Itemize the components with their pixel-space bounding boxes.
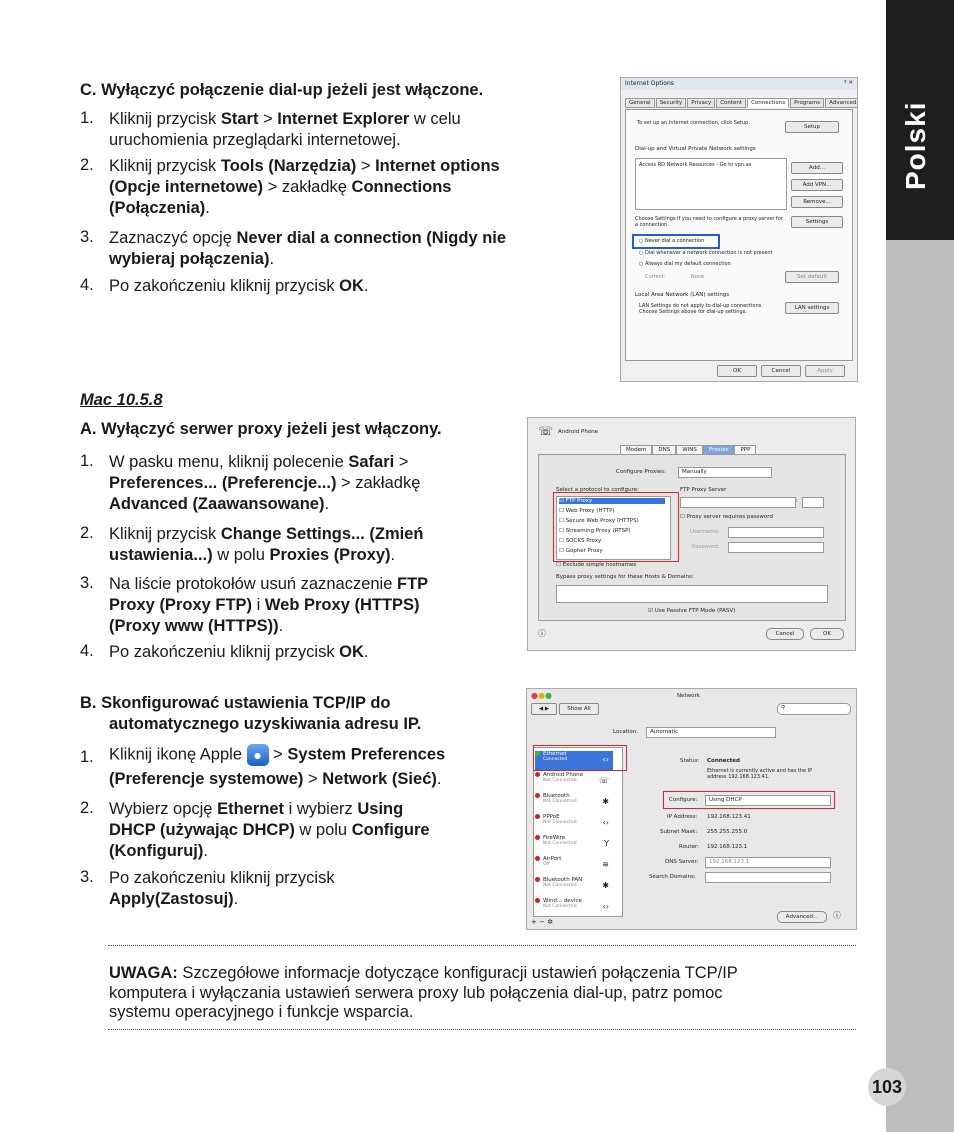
mac-heading: Mac 10.5.8 [80, 391, 163, 409]
set-default-button[interactable]: Set default [785, 271, 839, 283]
status-dot-icon [535, 856, 540, 861]
add-remove-icons[interactable]: + − ✲ [531, 918, 554, 926]
network-service-item[interactable] [535, 772, 613, 792]
network-service-item[interactable] [535, 835, 613, 855]
network-service-status: Not Connected [543, 799, 577, 804]
show-all-button[interactable]: Show All [559, 703, 599, 715]
status-dot-icon [535, 898, 540, 903]
tab-proxies[interactable]: Proxies [703, 445, 735, 455]
tab-content[interactable]: Content [716, 98, 746, 108]
search-input[interactable] [777, 703, 851, 715]
step-a3-line3: (Proxy www (HTTPS)). [109, 617, 284, 635]
setup-button[interactable]: Setup [785, 121, 839, 133]
network-service-name: Android Phone [543, 772, 584, 778]
step-b3-line2: Apply(Zastosuj). [109, 890, 239, 908]
settings-button[interactable]: Settings [791, 216, 843, 228]
step-b1-line2: (Preferencje systemowe) > Network (Sieć). [109, 770, 442, 788]
protocol-secure-web[interactable]: ☐ Secure Web Proxy (HTTPS) [559, 518, 639, 524]
step-num: 2. [80, 524, 94, 542]
apple-icon: ● [247, 744, 269, 766]
help-icon[interactable]: ⓘ [833, 911, 841, 920]
ok-button[interactable]: OK [717, 365, 757, 377]
step-c1-line2: uruchomienia przeglądarki internetowej. [109, 131, 401, 149]
network-service-item[interactable] [535, 793, 613, 813]
step-num: 3. [80, 868, 94, 886]
password-input[interactable] [728, 542, 824, 553]
network-service-icon: Y [604, 839, 609, 848]
status-dot-icon [535, 835, 540, 840]
ie-internet-options-screenshot [620, 77, 858, 382]
lan-label: Local Area Network (LAN) settings [635, 292, 730, 298]
cancel-button[interactable]: Cancel [766, 628, 804, 640]
network-service-icon: ‹› [602, 755, 609, 764]
step-a4-line1: Po zakończeniu kliknij przycisk OK. [109, 643, 369, 661]
mac-proxies-screenshot [527, 417, 856, 651]
lan-text: LAN Settings do not apply to dial-up connections. Choose Settings above for dial-up settings. [639, 303, 763, 315]
ftp-proxy-server-label: FTP Proxy Server [680, 487, 727, 493]
section-a-title: A. Wyłączyć serwer proxy jeżeli jest włączony. [80, 420, 442, 438]
dns-value: 192.168.123.1 [709, 859, 750, 865]
step-num: 1. [80, 748, 94, 766]
page-number: 103 [868, 1068, 906, 1106]
network-service-item[interactable] [535, 856, 613, 876]
language-label: Polski [900, 101, 931, 190]
location-label: Location: [613, 729, 639, 735]
step-c3-line1: Zaznaczyć opcję Never dial a connection (Nigdy nie [109, 229, 507, 247]
cancel-button[interactable]: Cancel [761, 365, 801, 377]
highlight-ethernet [533, 745, 627, 771]
router-label: Router: [679, 844, 699, 850]
select-protocol-label: Select a protocol to configure: [556, 487, 639, 493]
network-service-status: Not Connected [543, 841, 577, 846]
tab-privacy[interactable]: Privacy [687, 98, 715, 108]
status-value: Connected [707, 758, 740, 764]
always-dial-option[interactable]: ○ Always dial my default connection [639, 261, 731, 267]
network-service-name: Bluetooth PAN [543, 877, 583, 883]
help-close-icon[interactable]: ? ✕ [843, 80, 853, 86]
step-a1-line1: W pasku menu, kliknij polecenie Safari > [109, 453, 409, 471]
step-num: 1. [80, 109, 94, 127]
location-value: Automatic [650, 729, 679, 735]
network-service-status: Not Connected [543, 883, 577, 888]
step-num: 4. [80, 642, 94, 660]
network-service-name: Wind... device [543, 898, 582, 904]
configure-proxies-value: Manually [682, 469, 707, 475]
network-service-status: Not Connected [543, 820, 577, 825]
bypass-input[interactable] [556, 585, 828, 603]
current-value: None [691, 274, 705, 280]
step-b2-line2: DHCP (używając DHCP) w polu Configure [109, 821, 430, 839]
status-label: Status: [680, 758, 700, 764]
lan-settings-button[interactable]: LAN settings [785, 302, 839, 314]
step-b1-line1: Kliknij ikonę Apple ● > System Preferences [109, 744, 445, 766]
network-service-item[interactable] [535, 877, 613, 897]
window-controls-icon[interactable]: ●●● [531, 691, 552, 700]
section-b-title-1: B. Skonfigurować ustawienia TCP/IP do [80, 694, 391, 712]
vpn-label: Dial-up and Virtual Private Network settings [635, 146, 756, 152]
step-a3-line2: Proxy (Proxy FTP) i Web Proxy (HTTPS) [109, 596, 420, 614]
configure-label: Configure: [669, 797, 698, 803]
requires-password-checkbox[interactable]: ☐ Proxy server requires password [680, 514, 773, 520]
step-a2-line1: Kliknij przycisk Change Settings... (Zmień [109, 525, 424, 543]
protocol-socks[interactable]: ☐ SOCKS Proxy [559, 538, 602, 544]
ip-label: IP Address: [667, 814, 698, 820]
step-c2-line2: (Opcje internetowe) > zakładkę Connections [109, 178, 452, 196]
ftp-server-input[interactable] [680, 497, 796, 508]
tab-dns[interactable]: DNS [652, 445, 676, 455]
status-dot-icon [535, 772, 540, 777]
colon-label: : [796, 498, 798, 504]
network-service-status: Not Connected [543, 778, 577, 783]
note-line3: systemu operacyjnego i funkcje wsparcia. [109, 1003, 414, 1021]
section-c-title: C. Wyłączyć połączenie dial-up jeżeli jest włączone. [80, 81, 484, 99]
status-description: Ethernet is currently active and has the IP address 192.168.123.41. [707, 768, 813, 780]
mac-network-screenshot [526, 688, 857, 930]
help-icon[interactable]: ⓘ [538, 629, 546, 638]
username-label: Username: [690, 529, 720, 535]
advanced-button[interactable]: Advanced... [777, 911, 827, 923]
network-service-icon: ☏ [598, 776, 609, 785]
step-num: 3. [80, 228, 94, 246]
step-b2-line1: Wybierz opcję Ethernet i wybierz Using [109, 800, 404, 818]
step-c1-line1: Kliknij przycisk Start > Internet Explorer w celu [109, 110, 461, 128]
ie-tabs [625, 98, 858, 108]
phone-icon: ☏ [538, 424, 554, 438]
search-icon: ⚲ [781, 705, 786, 711]
router-value: 192.168.123.1 [707, 844, 748, 850]
protocol-web-http[interactable]: ☐ Web Proxy (HTTP) [559, 508, 615, 514]
remove-button[interactable]: Remove... [791, 196, 843, 208]
tab-general[interactable]: General [625, 98, 655, 108]
network-service-name: Bluetooth [543, 793, 570, 799]
network-service-name: AirPort [543, 856, 562, 862]
password-label: Password: [692, 544, 720, 550]
step-num: 2. [80, 156, 94, 174]
protocol-gopher[interactable]: ☐ Gopher Proxy [559, 548, 603, 554]
network-service-item[interactable] [535, 814, 613, 834]
search-domains-input[interactable] [705, 872, 831, 883]
apply-button[interactable]: Apply [805, 365, 845, 377]
location-select[interactable] [646, 727, 776, 738]
step-c4-line1: Po zakończeniu kliknij przycisk OK. [109, 277, 369, 295]
tab-ppp[interactable]: PPP [734, 445, 756, 455]
dns-label: DNS Server: [665, 859, 699, 865]
step-num: 3. [80, 574, 94, 592]
configure-proxies-select[interactable] [678, 467, 772, 478]
network-service-item[interactable] [535, 898, 613, 918]
tab-wins[interactable]: WINS [676, 445, 703, 455]
configure-value: Using DHCP [709, 797, 742, 803]
network-service-icon: ‹› [602, 902, 609, 911]
search-domains-label: Search Domains: [649, 874, 696, 880]
ip-value: 192.168.123.41 [707, 814, 751, 820]
ftp-port-input[interactable] [802, 497, 824, 508]
step-num: 4. [80, 276, 94, 294]
dns-input[interactable] [705, 857, 831, 868]
tab-programs[interactable]: Programs [790, 98, 824, 108]
divider [108, 1029, 856, 1030]
note-line1: UWAGA: Szczegółowe informacje dotyczące konfiguracji ustawień połączenia TCP/IP [109, 964, 738, 982]
step-a2-line2: ustawienia...) w polu Proxies (Proxy). [109, 546, 396, 564]
ie-window-title: Internet Options [621, 78, 857, 90]
status-dot-icon [535, 877, 540, 882]
network-service-name: FireWire [543, 835, 566, 841]
vpn-item[interactable]: Access RD Network Resources - Go to vpn.as [639, 162, 752, 168]
network-service-status: Connected [543, 757, 568, 762]
step-num: 2. [80, 799, 94, 817]
protocol-ftp[interactable]: ☑ FTP Proxy [559, 498, 665, 504]
protocol-streaming[interactable]: ☐ Streaming Proxy (RTSP) [559, 528, 631, 534]
step-b3-line1: Po zakończeniu kliknij przycisk [109, 869, 335, 887]
step-c2-line1: Kliknij przycisk Tools (Narzędzia) > Internet options [109, 157, 500, 175]
step-a3-line1: Na liście protokołów usuń zaznaczenie FTP [109, 575, 429, 593]
network-service-icon: ✱ [602, 797, 609, 806]
add-button[interactable]: Add... [791, 162, 843, 174]
back-forward-icon[interactable]: ◀ ▶ [531, 703, 557, 715]
status-dot-icon [535, 814, 540, 819]
vpn-list[interactable] [635, 158, 787, 210]
network-service-status: Not Connected [543, 904, 577, 909]
step-c2-line3: (Połączenia). [109, 199, 210, 217]
network-service-icon: ≋ [602, 860, 609, 869]
mask-value: 255.255.255.0 [707, 829, 748, 835]
username-input[interactable] [728, 527, 824, 538]
network-service-name: Ethernet [543, 751, 567, 757]
tab-advanced[interactable]: Advanced [825, 98, 858, 108]
network-service-name: PPPoE [543, 814, 560, 820]
configure-proxies-label: Configure Proxies: [616, 469, 666, 475]
note-line2: komputera i wyłączania ustawień serwera proxy lub połączenia dial-up, patrz pomoc [109, 984, 723, 1002]
bypass-label: Bypass proxy settings for these Hosts & Domains: [556, 574, 694, 580]
mask-label: Subnet Mask: [660, 829, 698, 835]
network-service-icon: ‹› [602, 818, 609, 827]
highlight-never-dial [632, 234, 720, 249]
highlight-configure [663, 791, 835, 809]
step-num: 1. [80, 452, 94, 470]
step-a1-line3: Advanced (Zaawansowane). [109, 495, 330, 513]
add-vpn-button[interactable]: Add VPN... [791, 179, 843, 191]
status-dot-icon [535, 793, 540, 798]
choose-text: Choose Settings if you need to configure a proxy server for a connection. [635, 216, 783, 228]
ok-button[interactable]: OK [810, 628, 844, 640]
divider [108, 945, 856, 946]
dial-whenever-option[interactable]: ○ Dial whenever a network connection is not present [639, 250, 773, 256]
network-service-status: Off [543, 862, 550, 867]
tab-connections[interactable]: Connections [747, 98, 789, 108]
network-window-title: Network [677, 693, 700, 699]
step-a1-line2: Preferences... (Preferencje...) > zakładkę [109, 474, 421, 492]
section-b-title-2: automatycznego uzyskiwania adresu IP. [109, 715, 422, 733]
setup-text: To set up an Internet connection, click Setup. [637, 120, 750, 126]
pasv-checkbox[interactable]: ☑ Use Passive FTP Mode (PASV) [648, 608, 736, 614]
never-dial-option[interactable]: ○ Never dial a connection [639, 238, 705, 244]
current-label: Current: [645, 274, 666, 280]
step-b2-line3: (Konfiguruj). [109, 842, 208, 860]
tab-modem[interactable]: Modem [620, 445, 652, 455]
exclude-simple-checkbox[interactable]: ☐ Exclude simple hostnames [556, 562, 637, 568]
network-service-icon: ✱ [602, 881, 609, 890]
highlight-protocols [553, 492, 679, 562]
proxies-window-title: Android Phone [558, 429, 599, 435]
tab-security[interactable]: Security [656, 98, 687, 108]
step-c3-line2: wybieraj połączenia). [109, 250, 275, 268]
